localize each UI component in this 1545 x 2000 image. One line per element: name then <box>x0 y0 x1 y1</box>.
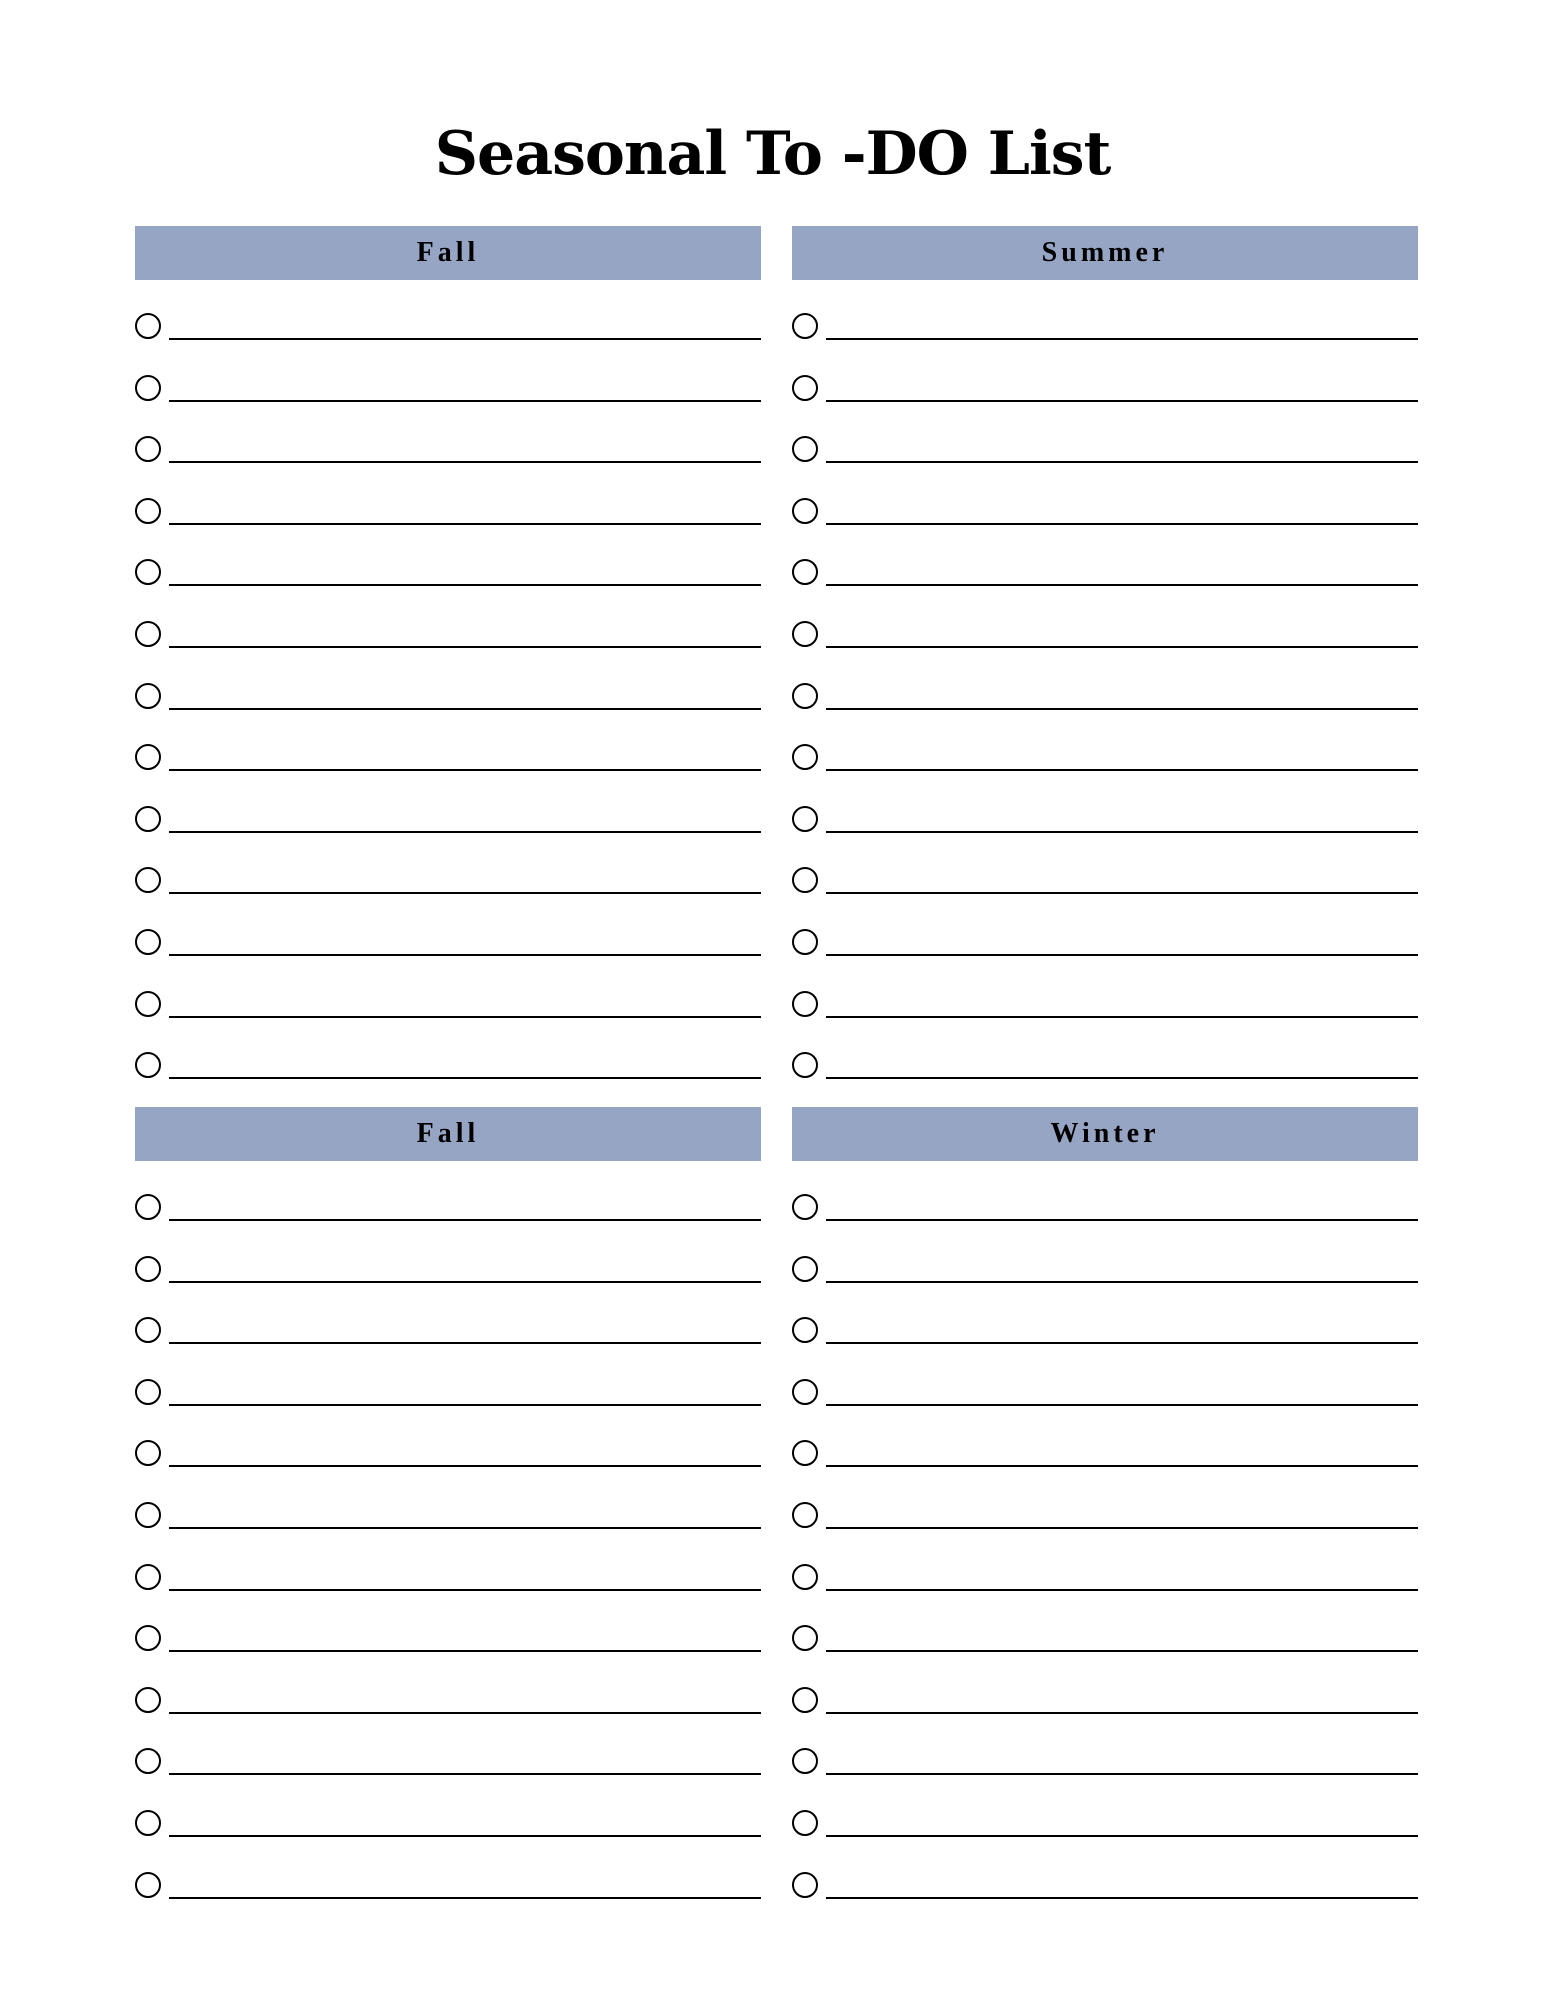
checkbox-circle-icon[interactable] <box>792 683 818 709</box>
write-in-line[interactable] <box>169 400 761 402</box>
todo-item <box>135 711 761 773</box>
write-in-line[interactable] <box>169 769 761 771</box>
write-in-line[interactable] <box>826 1404 1418 1406</box>
todo-item <box>792 1161 1418 1223</box>
checkbox-circle-icon[interactable] <box>792 1440 818 1466</box>
checkbox-circle-icon[interactable] <box>135 436 161 462</box>
todo-item <box>792 1284 1418 1346</box>
section-winter <box>792 1107 1418 1900</box>
checkbox-circle-icon[interactable] <box>135 991 161 1017</box>
todo-item <box>135 1019 761 1081</box>
write-in-line[interactable] <box>826 584 1418 586</box>
todo-item <box>792 1777 1418 1839</box>
todo-list <box>792 280 1418 1081</box>
checkbox-circle-icon[interactable] <box>135 313 161 339</box>
todo-item <box>792 711 1418 773</box>
todo-item <box>792 1531 1418 1593</box>
checkbox-circle-icon[interactable] <box>792 1379 818 1405</box>
todo-list <box>135 1161 761 1900</box>
todo-item <box>792 773 1418 835</box>
todo-item <box>135 1407 761 1469</box>
checkbox-circle-icon[interactable] <box>135 1872 161 1898</box>
section-fall-top <box>135 226 761 1081</box>
checkbox-circle-icon[interactable] <box>792 1256 818 1282</box>
checkbox-circle-icon[interactable] <box>792 744 818 770</box>
checkbox-circle-icon[interactable] <box>792 991 818 1017</box>
write-in-line[interactable] <box>169 1219 761 1221</box>
section-header: Summer <box>792 226 1418 280</box>
checkbox-circle-icon[interactable] <box>135 1625 161 1651</box>
checkbox-circle-icon[interactable] <box>792 1625 818 1651</box>
checkbox-circle-icon[interactable] <box>135 744 161 770</box>
write-in-line[interactable] <box>826 1650 1418 1652</box>
checkbox-circle-icon[interactable] <box>792 929 818 955</box>
write-in-line[interactable] <box>169 831 761 833</box>
todo-item <box>135 342 761 404</box>
checkbox-circle-icon[interactable] <box>135 1748 161 1774</box>
section-fall-bottom <box>135 1107 761 1900</box>
checkbox-circle-icon[interactable] <box>135 1256 161 1282</box>
todo-item <box>792 896 1418 958</box>
checkbox-circle-icon[interactable] <box>135 1687 161 1713</box>
checkbox-circle-icon[interactable] <box>792 867 818 893</box>
write-in-line[interactable] <box>169 1897 761 1899</box>
checkbox-circle-icon[interactable] <box>135 498 161 524</box>
todo-item <box>792 834 1418 896</box>
todo-item <box>135 650 761 712</box>
checkbox-circle-icon[interactable] <box>792 621 818 647</box>
todo-item <box>135 280 761 342</box>
todo-item <box>135 1284 761 1346</box>
todo-item <box>792 1346 1418 1408</box>
write-in-line[interactable] <box>169 1077 761 1079</box>
write-in-line[interactable] <box>826 892 1418 894</box>
checkbox-circle-icon[interactable] <box>135 1502 161 1528</box>
todo-item <box>135 896 761 958</box>
checkbox-circle-icon[interactable] <box>792 806 818 832</box>
write-in-line[interactable] <box>826 1281 1418 1283</box>
write-in-line[interactable] <box>826 1465 1418 1467</box>
checkbox-circle-icon[interactable] <box>792 375 818 401</box>
write-in-line[interactable] <box>169 1712 761 1714</box>
checkbox-circle-icon[interactable] <box>135 806 161 832</box>
checkbox-circle-icon[interactable] <box>792 1872 818 1898</box>
todo-item <box>135 1715 761 1777</box>
write-in-line[interactable] <box>826 769 1418 771</box>
todo-item <box>135 1654 761 1716</box>
section-header: Fall <box>135 226 761 280</box>
todo-item <box>135 773 761 835</box>
todo-item <box>135 1839 761 1901</box>
write-in-line[interactable] <box>169 1650 761 1652</box>
write-in-line[interactable] <box>169 1835 761 1837</box>
write-in-line[interactable] <box>169 461 761 463</box>
todo-item <box>135 834 761 896</box>
todo-item <box>792 1469 1418 1531</box>
checkbox-circle-icon[interactable] <box>792 1317 818 1343</box>
write-in-line[interactable] <box>169 523 761 525</box>
write-in-line[interactable] <box>826 1589 1418 1591</box>
checkbox-circle-icon[interactable] <box>135 1052 161 1078</box>
todo-list <box>135 280 761 1081</box>
todo-item <box>792 1019 1418 1081</box>
todo-item <box>135 1531 761 1593</box>
todo-item <box>792 588 1418 650</box>
todo-item <box>135 588 761 650</box>
todo-item <box>135 1592 761 1654</box>
todo-item <box>792 1654 1418 1716</box>
todo-item <box>135 1469 761 1531</box>
write-in-line[interactable] <box>169 892 761 894</box>
todo-item <box>792 1592 1418 1654</box>
todo-list <box>792 1161 1418 1900</box>
write-in-line[interactable] <box>826 708 1418 710</box>
todo-item <box>135 958 761 1020</box>
todo-item <box>792 1839 1418 1901</box>
write-in-line[interactable] <box>826 646 1418 648</box>
checkbox-circle-icon[interactable] <box>135 1194 161 1220</box>
checkbox-circle-icon[interactable] <box>135 1564 161 1590</box>
write-in-line[interactable] <box>169 1404 761 1406</box>
write-in-line[interactable] <box>169 1016 761 1018</box>
write-in-line[interactable] <box>826 1077 1418 1079</box>
checkbox-circle-icon[interactable] <box>135 1440 161 1466</box>
checkbox-circle-icon[interactable] <box>135 1317 161 1343</box>
write-in-line[interactable] <box>826 1835 1418 1837</box>
checkbox-circle-icon[interactable] <box>135 867 161 893</box>
write-in-line[interactable] <box>826 1897 1418 1899</box>
todo-item <box>792 403 1418 465</box>
section-header: Fall <box>135 1107 761 1161</box>
write-in-line[interactable] <box>826 1527 1418 1529</box>
todo-item <box>792 526 1418 588</box>
write-in-line[interactable] <box>826 1016 1418 1018</box>
todo-item <box>792 280 1418 342</box>
write-in-line[interactable] <box>169 1773 761 1775</box>
checkbox-circle-icon[interactable] <box>135 621 161 647</box>
checkbox-circle-icon[interactable] <box>135 929 161 955</box>
checkbox-circle-icon[interactable] <box>135 683 161 709</box>
write-in-line[interactable] <box>826 1219 1418 1221</box>
todo-item <box>792 650 1418 712</box>
checkbox-circle-icon[interactable] <box>792 313 818 339</box>
todo-item <box>792 1223 1418 1285</box>
todo-item <box>792 465 1418 527</box>
todo-item <box>135 465 761 527</box>
todo-item <box>792 342 1418 404</box>
checkbox-circle-icon[interactable] <box>135 559 161 585</box>
write-in-line[interactable] <box>169 1465 761 1467</box>
write-in-line[interactable] <box>826 831 1418 833</box>
checkbox-circle-icon[interactable] <box>792 1194 818 1220</box>
write-in-line[interactable] <box>169 1589 761 1591</box>
todo-item <box>135 1346 761 1408</box>
write-in-line[interactable] <box>169 584 761 586</box>
todo-item <box>135 1777 761 1839</box>
section-summer <box>792 226 1418 1081</box>
checkbox-circle-icon[interactable] <box>792 498 818 524</box>
checkbox-circle-icon[interactable] <box>792 436 818 462</box>
todo-item <box>792 958 1418 1020</box>
write-in-line[interactable] <box>169 1527 761 1529</box>
checkbox-circle-icon[interactable] <box>792 1052 818 1078</box>
page-title: Seasonal To -DO List <box>434 119 1111 189</box>
write-in-line[interactable] <box>826 523 1418 525</box>
todo-item <box>135 1223 761 1285</box>
checkbox-circle-icon[interactable] <box>792 1748 818 1774</box>
todo-item <box>135 1161 761 1223</box>
write-in-line[interactable] <box>826 1712 1418 1714</box>
todo-item <box>792 1715 1418 1777</box>
section-header: Winter <box>792 1107 1418 1161</box>
todo-item <box>135 403 761 465</box>
write-in-line[interactable] <box>169 646 761 648</box>
checkbox-circle-icon[interactable] <box>135 375 161 401</box>
write-in-line[interactable] <box>826 1773 1418 1775</box>
write-in-line[interactable] <box>826 400 1418 402</box>
write-in-line[interactable] <box>826 338 1418 340</box>
checkbox-circle-icon[interactable] <box>792 1810 818 1836</box>
checkbox-circle-icon[interactable] <box>792 1687 818 1713</box>
write-in-line[interactable] <box>169 708 761 710</box>
checkbox-circle-icon[interactable] <box>135 1379 161 1405</box>
write-in-line[interactable] <box>826 461 1418 463</box>
write-in-line[interactable] <box>169 1342 761 1344</box>
checkbox-circle-icon[interactable] <box>792 1502 818 1528</box>
todo-item <box>135 526 761 588</box>
write-in-line[interactable] <box>169 1281 761 1283</box>
write-in-line[interactable] <box>826 954 1418 956</box>
todo-item <box>792 1407 1418 1469</box>
checkbox-circle-icon[interactable] <box>135 1810 161 1836</box>
write-in-line[interactable] <box>169 338 761 340</box>
checkbox-circle-icon[interactable] <box>792 1564 818 1590</box>
write-in-line[interactable] <box>826 1342 1418 1344</box>
write-in-line[interactable] <box>169 954 761 956</box>
checkbox-circle-icon[interactable] <box>792 559 818 585</box>
